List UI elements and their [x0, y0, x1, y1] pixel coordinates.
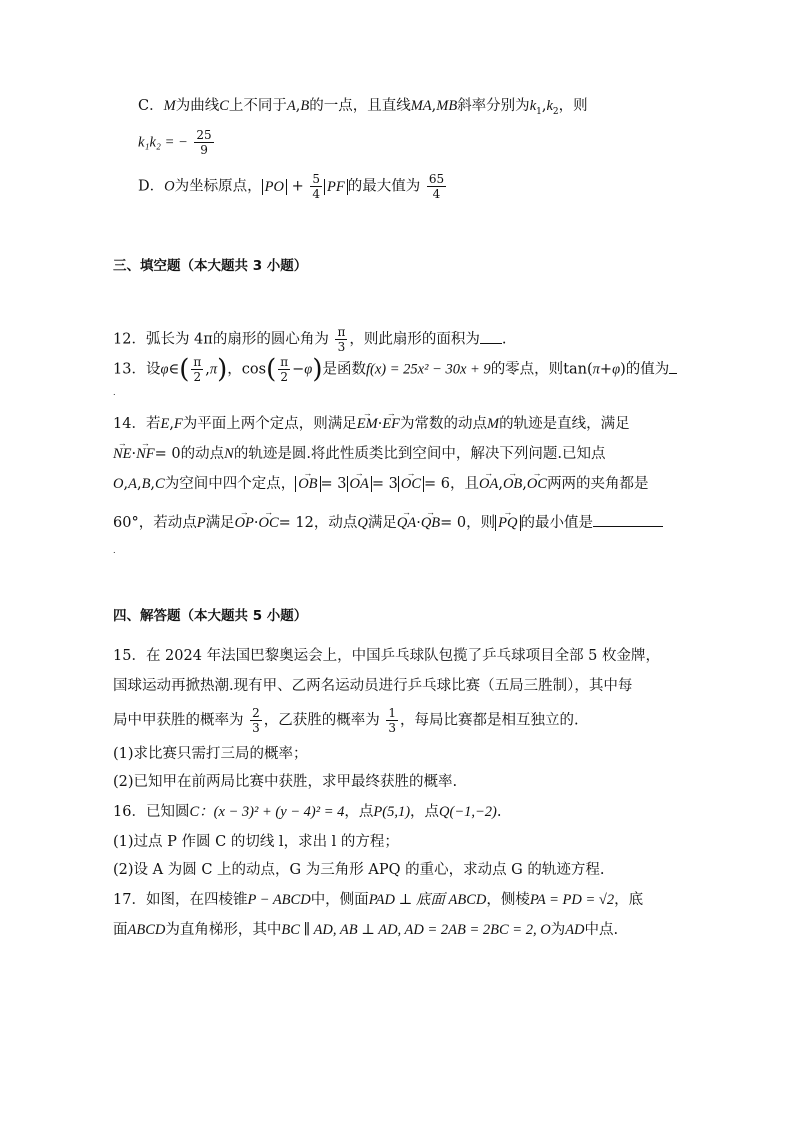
question-14-line4: 60°，若动点P满足→ OP·→ OC= 12，动点Q满足→ QA·→ QB= 0，则→ PQ 的最小值是	[113, 512, 663, 533]
question-14-line1: 14．若E,F为平面上两个定点，则满足→ EM·→ EF为常数的动点M的轨迹是直线，满足	[113, 414, 630, 434]
answer-blank[interactable]	[593, 512, 663, 527]
question-15-line2: 国球运动再掀热潮.现有甲、乙两名运动员进行乒乓球比赛（五局三胜制），其中每	[113, 678, 633, 694]
option-c-result: k₁k₂ = − $\frac{25}{9}$	[138, 128, 212, 157]
question-13: 13．设φ∈( $\frac{\pi}{2}$ ,π)，cos( $\frac{\pi}{2}$ −φ)是函数f(x) = 25x² − 30x + 9的零点，则tan(π+φ)的值为	[113, 355, 677, 384]
option-c-line1: C．M为曲线C上不同于A,B的一点，且直线MA,MB斜率分别为$k_1,k_2$，则	[138, 98, 588, 117]
q14-tail: .	[113, 546, 116, 555]
question-16-sub1: (1)过点 P 作圆 C 的切线 l，求出 l 的方程；	[113, 834, 399, 850]
question-17-line1: 17．如图，在四棱锥P − ABCD中，侧面PAD ⊥ 底面 ABCD，侧棱PA = PD = √2，底	[113, 892, 644, 908]
question-15-sub2: (2)已知甲在前两局比赛中获胜，求甲最终获胜的概率.	[113, 774, 458, 790]
question-15-line1: 15．在 2024 年法国巴黎奥运会上，中国乒乓球队包揽了乒乓球项目全部 5 枚金牌，	[113, 648, 661, 664]
section-3-heading: 三、填空题（本大题共 3 小题）	[113, 258, 308, 274]
answer-blank[interactable]	[669, 359, 677, 374]
question-12: 12．弧长为 4π的扇形的圆心角为 $\frac{\pi}{3}$ ，则此扇形的面积为 .	[113, 325, 507, 354]
section-4-heading: 四、解答题（本大题共 5 小题）	[113, 608, 308, 624]
question-16-sub2: (2)设 A 为圆 C 上的动点，G 为三角形 APQ 的重心，求动点 G 的轨迹方程.	[113, 862, 605, 878]
question-17-line2: 面ABCD为直角梯形，其中BC ∥ AD, AB ⊥ AD, AD = 2AB = 2BC = 2, O为AD中点.	[113, 922, 619, 938]
question-14-line3: O,A,B,C为空间中四个定点，→ OB = 3→ OA = 3→ OC = 6，且→ OA,→ OB,→ OC两两的夹角都是	[113, 474, 649, 494]
q13-tail: .	[113, 388, 116, 397]
option-d: D．O为坐标原点， PO + $\frac{5}{4}$ PF 的最大值为 $\frac{65}{4}$	[138, 172, 445, 201]
question-14-line2: → NE·→ NF= 0的动点N的轨迹是圆.将此性质类比到空间中，解决下列问题.已知点	[113, 444, 606, 464]
question-15-sub1: (1)求比赛只需打三局的概率；	[113, 746, 308, 762]
question-16: 16．已知圆C：(x − 3)² + (y − 4)² = 4，点P(5,1)，点Q(−1,−2).	[113, 804, 502, 820]
question-15-line3: 局中甲获胜的概率为 $\frac{2}{3}$ ，乙获胜的概率为 $\frac{1}{3}$ ，每局比赛都是相互独立的.	[113, 706, 579, 735]
answer-blank[interactable]	[480, 329, 502, 344]
